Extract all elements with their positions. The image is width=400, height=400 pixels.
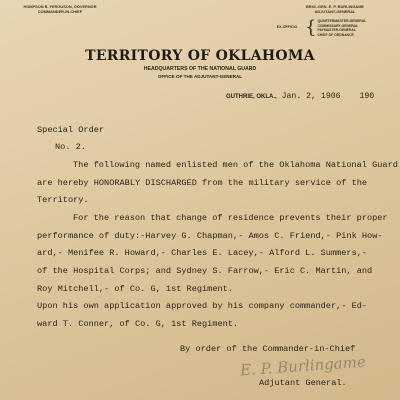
body-line: performance of duty:-Harvey G. Chapman,- Amos C. Friend,- Pink How- — [37, 231, 383, 241]
office-item: QUARTERMASTER-GENERAL — [317, 19, 367, 23]
dateline-year-printed: 190 — [359, 92, 375, 101]
brace-glyph: { — [305, 17, 317, 38]
letterhead-adjutant — [270, 4, 400, 37]
letterhead-office: OFFICE OF THE ADJUTANT-GENERAL — [157, 74, 243, 79]
body-line: The following named enlisted men of the Oklahoma National Guard — [73, 160, 398, 170]
letterhead-title: TERRITORY OF OKLAHOMA — [85, 48, 315, 64]
adjutant-name: BRIG.-GEN. E. P. BURLINGAME — [305, 4, 365, 9]
body-line: For the reason that change of residence prevents their proper — [73, 213, 388, 223]
letterhead-subtitle: HEADQUARTERS OF THE NATIONAL GUARD — [143, 66, 257, 72]
order-number: No. 2. — [55, 142, 86, 152]
body-line: Roy Mitchell,- of Co. G, 1st Regiment. — [37, 284, 233, 294]
body-line: Territory. — [37, 195, 89, 205]
governor-name: HOMPSON B. FERGUSON, GOVERNOR — [23, 4, 97, 9]
office-item: COMMISSARY-GENERAL — [317, 23, 359, 28]
signer-title: Adjutant General. — [259, 378, 347, 388]
adjutant-role: ADJUTANT-GENERAL — [314, 9, 356, 14]
body-line: Upon his own application approved by his company commander,- Ed- — [37, 301, 368, 311]
letterhead-governor — [0, 4, 120, 14]
office-item: CHIEF OF ORDNANCE — [317, 32, 354, 37]
body-line: of the Hospital Corps; and Sydney S. Farrow,- Eric C. Martin, and — [37, 266, 373, 276]
body-line: ward T. Conner, of Co. G, 1st Regiment. — [37, 319, 239, 329]
order-heading: Special Order — [37, 125, 105, 135]
handwritten-signature: E. P. Burlingame — [239, 352, 367, 380]
by-order-line: By order of the Commander-in-Chief — [180, 344, 356, 354]
ex-officio-label: EX-OFFICIO — [276, 25, 298, 29]
dateline-date: Jan. 2, 1906 — [281, 92, 341, 101]
body-line: are hereby HONORABLY DISCHARGED from the military service of the — [37, 178, 368, 188]
ex-officio-block — [270, 19, 400, 37]
dateline-place: GUTHRIE, OKLA., — [226, 94, 277, 100]
dateline — [226, 92, 374, 101]
office-list — [317, 19, 366, 37]
governor-role: COMMANDER-IN-CHIEF — [37, 9, 83, 14]
body-line: ard,- Menifee R. Howard,- Charles E. Lacey,- Alford L. Summers,- — [37, 248, 368, 258]
office-item: PAYMASTER-GENERAL — [317, 28, 356, 33]
